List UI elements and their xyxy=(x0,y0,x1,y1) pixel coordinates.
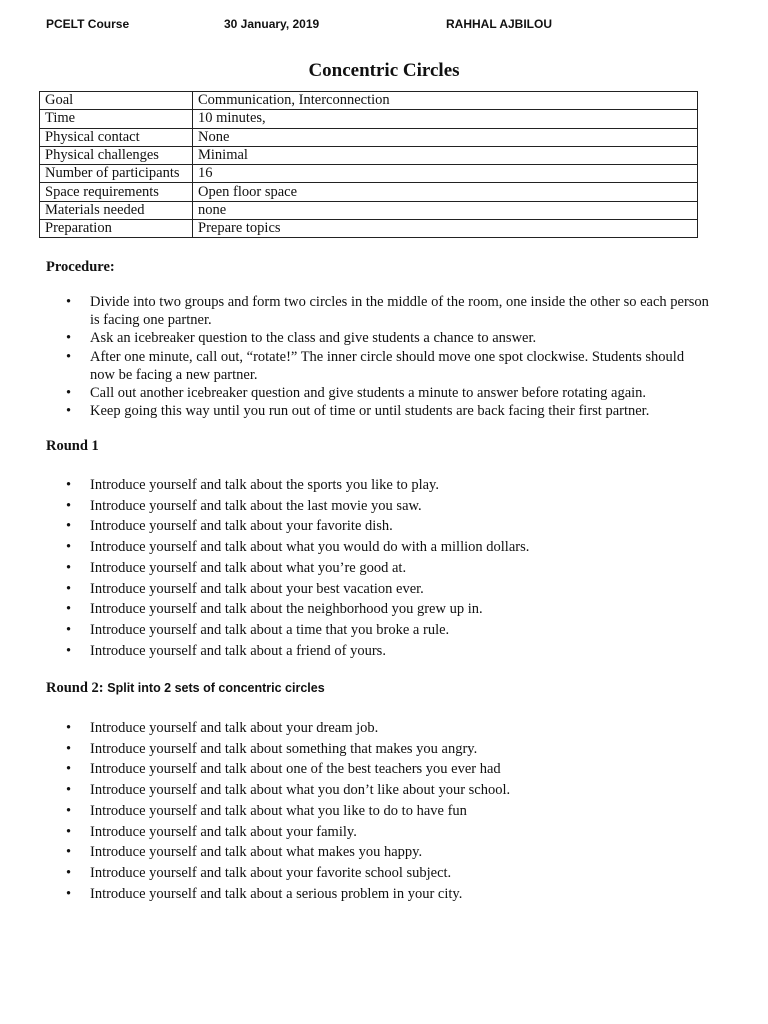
list-item xyxy=(0,842,710,863)
list-item xyxy=(0,384,710,402)
bullet-icon: • xyxy=(66,761,72,778)
list-item-text: Introduce yourself and talk about the last movie you saw. xyxy=(90,497,422,514)
bullet-icon: • xyxy=(66,621,72,638)
bullet-icon: • xyxy=(66,559,72,576)
list-item xyxy=(0,558,710,579)
activity-info-table xyxy=(39,91,698,238)
list-item-text: Introduce yourself and talk about something that makes you angry. xyxy=(90,740,478,757)
list-item xyxy=(0,496,710,517)
table-row xyxy=(40,128,698,146)
round1-heading: Round 1 xyxy=(46,438,99,454)
list-item-text: Introduce yourself and talk about what you don’t like about your school. xyxy=(90,782,511,799)
list-item-text: Introduce yourself and talk about a friend of yours. xyxy=(90,642,386,659)
table-key: Physical challenges xyxy=(40,146,193,164)
table-row xyxy=(40,146,698,164)
list-item xyxy=(0,822,710,843)
list-item xyxy=(0,801,710,822)
bullet-icon: • xyxy=(66,580,72,597)
list-item-text: Keep going this way until you run out of time or until students are back facing their first partner. xyxy=(90,403,650,420)
table-key: Materials needed xyxy=(40,201,193,219)
list-item-text: Introduce yourself and talk about what you like to do to have fun xyxy=(90,802,467,819)
bullet-icon: • xyxy=(66,823,72,840)
list-item-text: Introduce yourself and talk about one of the best teachers you ever had xyxy=(90,761,501,778)
bullet-icon: • xyxy=(66,844,72,861)
table-value: none xyxy=(193,201,698,219)
bullet-icon: • xyxy=(66,539,72,556)
bullet-icon: • xyxy=(66,497,72,514)
table-key: Preparation xyxy=(40,220,193,238)
round2-heading-subtitle: Split into 2 sets of concentric circles xyxy=(107,681,325,695)
bullet-icon: • xyxy=(66,601,72,618)
list-item xyxy=(0,293,710,329)
list-item xyxy=(0,348,710,384)
table-row xyxy=(40,165,698,183)
procedure-heading: Procedure: xyxy=(46,259,115,275)
list-item-text: Divide into two groups and form two circles in the middle of the room, one inside the other so each person is facing one partner. xyxy=(90,294,709,329)
table-value: Minimal xyxy=(193,146,698,164)
list-item xyxy=(0,579,710,600)
table-value: Prepare topics xyxy=(193,220,698,238)
list-item xyxy=(0,718,710,739)
bullet-icon: • xyxy=(66,720,72,736)
bullet-icon: • xyxy=(66,740,72,757)
list-item-text: Introduce yourself and talk about the neighborhood you grew up in. xyxy=(90,601,483,618)
table-key: Number of participants xyxy=(40,165,193,183)
table-value: 16 xyxy=(193,165,698,183)
list-item-text: Introduce yourself and talk about your family. xyxy=(90,823,357,840)
round2-heading xyxy=(46,680,325,697)
list-item xyxy=(0,641,710,662)
list-item-text: After one minute, call out, “rotate!” The inner circle should move one spot clockwise. Students should now be facing a new partner. xyxy=(90,348,685,383)
round2-heading-label: Round 2: xyxy=(46,680,108,696)
bullet-icon: • xyxy=(66,518,72,535)
list-item-text: Call out another icebreaker question and give students a minute to answer before rotating again. xyxy=(90,385,647,402)
bullet-icon: • xyxy=(66,864,72,881)
list-item xyxy=(0,780,710,801)
list-item xyxy=(0,620,710,641)
list-item xyxy=(0,516,710,537)
bullet-icon: • xyxy=(66,477,72,493)
list-item-text: Introduce yourself and talk about what makes you happy. xyxy=(90,844,423,861)
bullet-icon: • xyxy=(66,403,72,420)
table-row xyxy=(40,110,698,128)
table-key: Goal xyxy=(40,92,193,110)
header-date: 30 January, 2019 xyxy=(224,17,320,31)
header-author: RAHHAL AJBILOU xyxy=(446,17,553,31)
table-value: 10 minutes, xyxy=(193,110,698,128)
bullet-icon: • xyxy=(66,385,72,402)
list-item-text: Ask an icebreaker question to the class and give students a chance to answer. xyxy=(90,330,537,347)
list-item xyxy=(0,884,710,905)
list-item xyxy=(0,475,710,496)
bullet-icon: • xyxy=(66,348,72,365)
list-item xyxy=(0,329,710,347)
round1-list xyxy=(0,475,710,661)
bullet-icon: • xyxy=(66,802,72,819)
document-title: Concentric Circles xyxy=(308,60,460,81)
list-item-text: Introduce yourself and talk about your favorite dish. xyxy=(90,518,393,535)
list-item xyxy=(0,599,710,620)
table-value: None xyxy=(193,128,698,146)
list-item-text: Introduce yourself and talk about your dream job. xyxy=(90,720,379,736)
table-key: Time xyxy=(40,110,193,128)
list-item xyxy=(0,863,710,884)
list-item-text: Introduce yourself and talk about a serious problem in your city. xyxy=(90,885,463,902)
list-item xyxy=(0,402,710,420)
table-row xyxy=(40,183,698,201)
bullet-icon: • xyxy=(66,294,72,310)
bullet-icon: • xyxy=(66,885,72,902)
page-header xyxy=(0,17,768,35)
list-item xyxy=(0,759,710,780)
list-item-text: Introduce yourself and talk about what you would do with a million dollars. xyxy=(90,539,530,556)
list-item-text: Introduce yourself and talk about what you’re good at. xyxy=(90,559,407,576)
list-item-text: Introduce yourself and talk about a time that you broke a rule. xyxy=(90,621,450,638)
list-item-text: Introduce yourself and talk about the sports you like to play. xyxy=(90,477,439,493)
bullet-icon: • xyxy=(66,782,72,799)
table-row xyxy=(40,92,698,110)
header-course: PCELT Course xyxy=(46,17,130,31)
table-key: Physical contact xyxy=(40,128,193,146)
bullet-icon: • xyxy=(66,330,72,347)
table-key: Space requirements xyxy=(40,183,193,201)
table-row xyxy=(40,201,698,219)
list-item xyxy=(0,739,710,760)
bullet-icon: • xyxy=(66,642,72,659)
list-item-text: Introduce yourself and talk about your favorite school subject. xyxy=(90,864,452,881)
table-value: Communication, Interconnection xyxy=(193,92,698,110)
table-value: Open floor space xyxy=(193,183,698,201)
procedure-list xyxy=(0,293,710,420)
table-row xyxy=(40,220,698,238)
list-item xyxy=(0,537,710,558)
round2-list xyxy=(0,718,710,904)
list-item-text: Introduce yourself and talk about your best vacation ever. xyxy=(90,580,424,597)
